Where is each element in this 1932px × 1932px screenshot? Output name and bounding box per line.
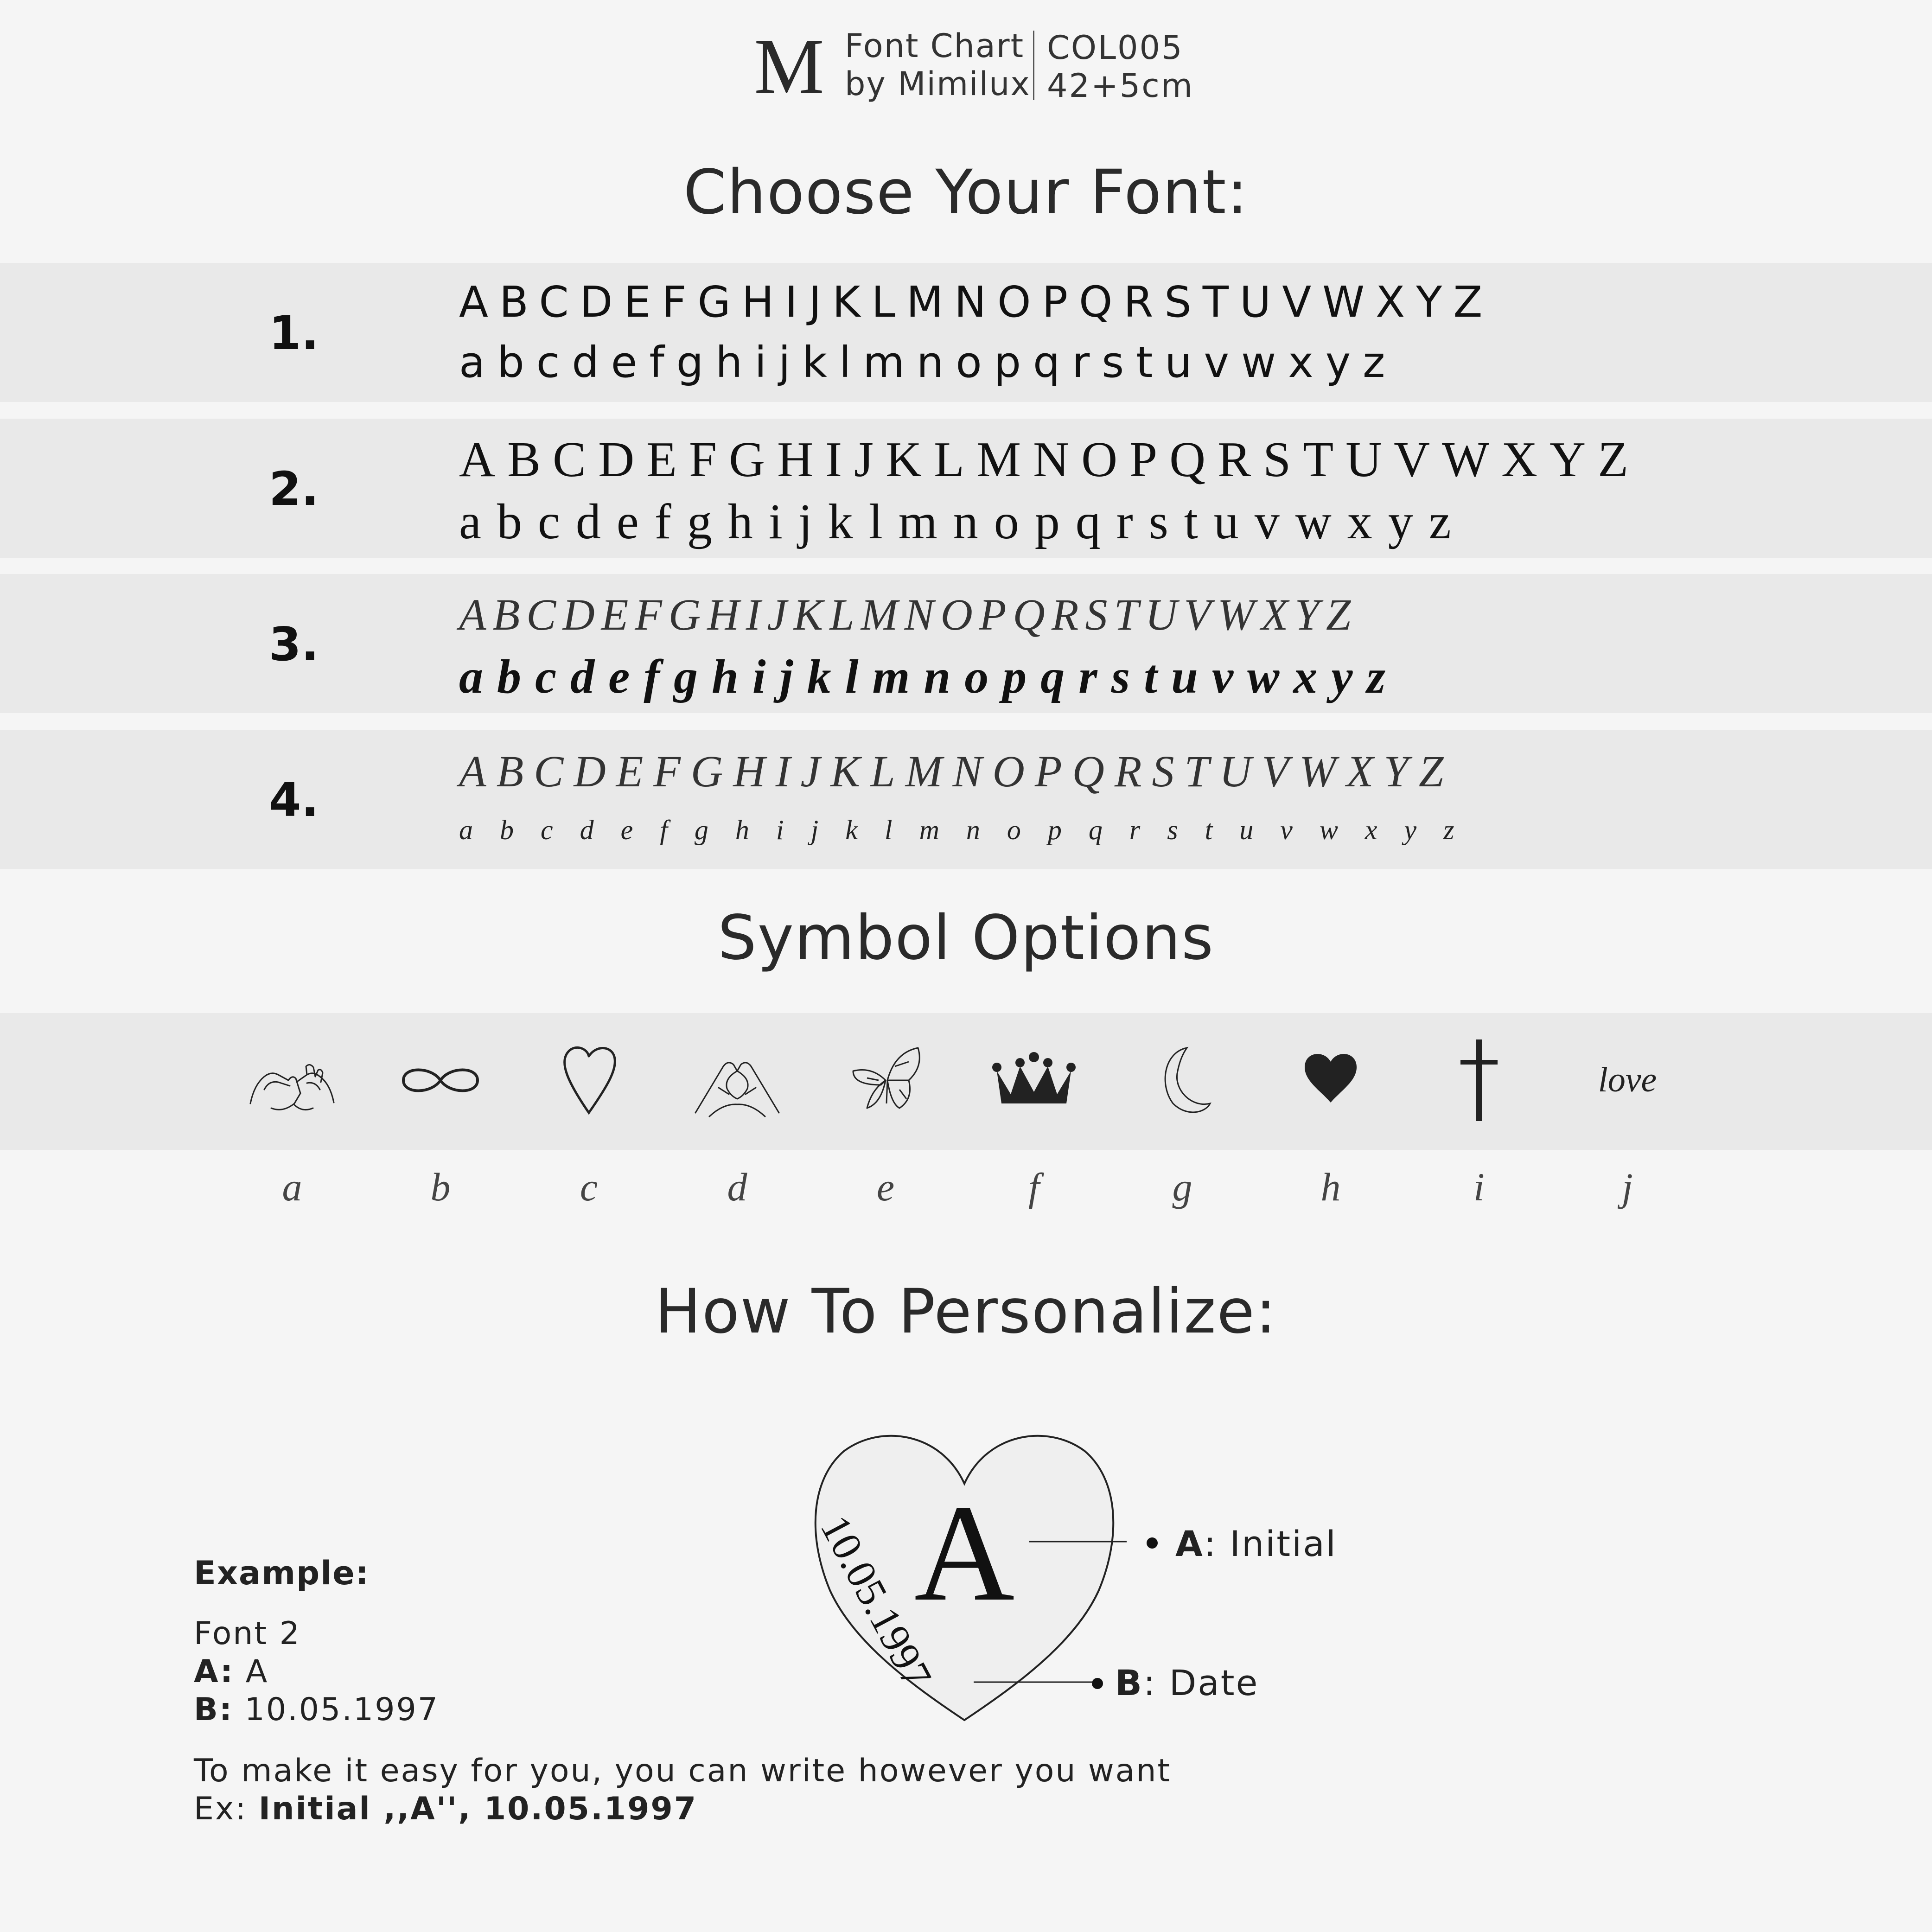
symbol-letter: h [1320, 1165, 1341, 1209]
callout-initial [1175, 1523, 1337, 1564]
callout-text: : Date [1143, 1662, 1259, 1703]
cross-icon[interactable] [1433, 1034, 1525, 1127]
heart-outline-icon[interactable] [542, 1034, 635, 1127]
note-prefix: Ex: [194, 1791, 259, 1827]
symbol-letter: b [430, 1165, 451, 1209]
symbol-letter: j [1622, 1165, 1633, 1209]
font-number: 3. [269, 617, 319, 671]
callout-date [1115, 1662, 1259, 1703]
callout-key: B [1115, 1662, 1143, 1703]
personalize-title: How To Personalize: [655, 1276, 1277, 1347]
example-value: 10.05.1997 [233, 1691, 439, 1728]
example-key: A: [194, 1653, 235, 1690]
svg-text:10.05.1997: 10.05.1997 [811, 1508, 940, 1696]
pinky-promise-hands-icon[interactable] [246, 1034, 338, 1127]
font-sample-uppercase: ABCDEFGHIJKLMNOPQRSTUVWXYZ [459, 746, 1454, 796]
font-sample-uppercase: ABCDEFGHIJKLMNOPQRSTUVWXYZ [459, 277, 1494, 327]
font-sample-uppercase: ABCDEFGHIJKLMNOPQRSTUVWXYZ [459, 590, 1358, 639]
example-initial [194, 1653, 268, 1690]
font-sample-lowercase: abcdefghijklmnopqrstuvwxyz [459, 815, 1481, 845]
symbols-title: Symbol Options [718, 902, 1214, 974]
symbol-letter: g [1172, 1165, 1192, 1209]
callout-text: : Initial [1204, 1523, 1337, 1564]
symbol-letter: e [876, 1165, 895, 1209]
butterfly-icon[interactable] [839, 1034, 932, 1127]
fonts-title: Choose Your Font: [683, 157, 1249, 228]
font-sample-lowercase: abcdefghijklmnopqrstuvwxyz [459, 650, 1400, 703]
instruction-example [194, 1791, 697, 1827]
svg-text:love: love [1598, 1060, 1657, 1099]
example-font: Font 2 [194, 1615, 301, 1652]
infinity-icon[interactable] [394, 1034, 487, 1127]
brand-title: Font Chart [845, 27, 1025, 65]
heart-hands-icon[interactable] [691, 1034, 784, 1127]
callout-b-dot [1090, 1677, 1104, 1690]
heart-pendant-preview [802, 1414, 1127, 1729]
symbol-letter: c [580, 1165, 598, 1209]
callout-key: A [1175, 1523, 1204, 1564]
product-size: 42+5cm [1047, 67, 1194, 105]
brand-logo [747, 28, 831, 102]
example-heading: Example: [194, 1554, 370, 1592]
font-sample-uppercase: ABCDEFGHIJKLMNOPQRSTUVWXYZ [459, 432, 1641, 487]
instruction-note: To make it easy for you, you can write however you want [194, 1753, 1172, 1789]
crescent-moon-icon[interactable] [1136, 1034, 1229, 1127]
product-code: COL005 [1047, 29, 1184, 67]
crown-icon[interactable] [988, 1034, 1080, 1127]
svg-text:A: A [914, 1476, 1015, 1630]
brand-byline: by Mimilux [845, 65, 1031, 103]
example-key: B: [194, 1691, 234, 1728]
font-sample-lowercase: abcdefghijklmnopqrstuvwxyz [459, 494, 1467, 549]
symbol-letter: a [282, 1165, 302, 1209]
callout-a-dot [1145, 1536, 1159, 1550]
header-divider [1033, 31, 1034, 100]
font-number: 1. [269, 306, 319, 360]
love-script-icon[interactable] [1581, 1034, 1674, 1127]
font-number: 4. [269, 773, 319, 827]
note-example-text: Initial ,,A'', 10.05.1997 [258, 1791, 698, 1827]
symbol-letter: i [1473, 1165, 1485, 1209]
example-date [194, 1691, 439, 1728]
font-number: 2. [269, 462, 319, 516]
symbol-letter: f [1028, 1165, 1039, 1209]
svg-text:M: M [754, 28, 824, 102]
font-sample-lowercase: abcdefghijklmnopqrstuvwxyz [459, 338, 1397, 387]
example-value: A [234, 1653, 269, 1690]
heart-filled-icon[interactable] [1284, 1034, 1377, 1127]
symbol-letter: d [727, 1165, 747, 1209]
